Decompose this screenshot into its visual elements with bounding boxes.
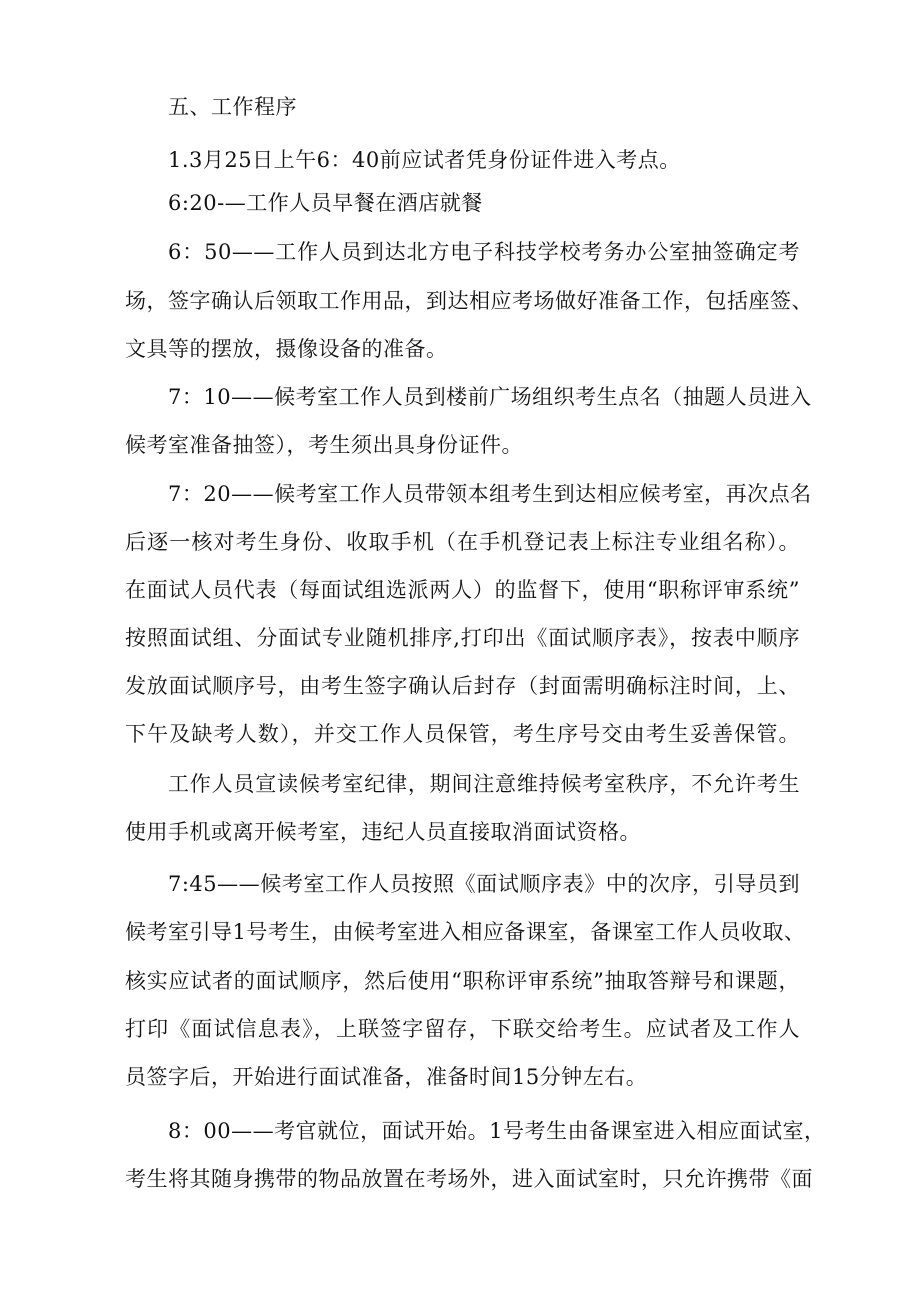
paragraph-line: 6:20-—工作人员早餐在酒店就餐	[168, 191, 483, 215]
paragraph-line: 7：10——候考室工作人员到楼前广场组织考生点名（抽题人员进入	[168, 385, 812, 409]
paragraph-line: 6：50——工作人员到达北方电子科技学校考务办公室抽签确定考	[168, 240, 800, 264]
paragraph-line: 候考室引导1号考生，由候考室进入相应备课室，备课室工作人员收取、	[125, 920, 806, 944]
paragraph-line: 1.3月25日上午6：40前应试者凭身份证件进入考点。	[168, 148, 681, 172]
paragraph-line: 工作人员宣读候考室纪律，期间注意维持候考室秩序，不允许考生	[168, 772, 800, 796]
paragraph-line: 在面试人员代表（每面试组选派两人）的监督下，使用“职称评审系统”	[125, 578, 800, 602]
paragraph-line: 核实应试者的面试顺序，然后使用“职称评审系统”抽取答辩号和课题，	[125, 969, 800, 993]
paragraph-line: 后逐一核对考生身份、收取手机（在手机登记表上标注专业组名称）。	[125, 530, 800, 554]
paragraph-line: 使用手机或离开候考室，违纪人员直接取消面试资格。	[125, 820, 641, 844]
paragraph-line: 打印《面试信息表》，上联签字留存，下联交给考生。应试者及工作人	[125, 1017, 800, 1041]
paragraph-line: 8：00——考官就位，面试开始。1号考生由备课室进入相应面试室，	[168, 1119, 826, 1143]
paragraph-line: 7:45——候考室工作人员按照《面试顺序表》中的次序，引导员到	[168, 872, 800, 896]
paragraph-line: 员签字后，开始进行面试准备，准备时间15分钟左右。	[125, 1065, 648, 1089]
paragraph-line: 发放面试顺序号，由考生签字确认后封存（封面需明确标注时间，上、	[125, 674, 800, 698]
paragraph-line: 考生将其随身携带的物品放置在考场外，进入面试室时，只允许携带《面	[125, 1167, 813, 1191]
paragraph-line: 候考室准备抽签），考生须出具身份证件。	[125, 433, 523, 457]
paragraph-line: 场，签字确认后领取工作用品，到达相应考场做好准备工作，包括座签、	[125, 289, 813, 313]
paragraph-line: 文具等的摆放，摄像设备的准备。	[125, 337, 448, 361]
paragraph-line: 按照面试组、分面试专业随机排序,打印出《面试顺序表》，按表中顺序	[125, 626, 800, 650]
paragraph-line: 下午及缺考人数），并交工作人员保管，考生序号交由考生妥善保管。	[125, 722, 800, 746]
paragraph-line: 7：20——候考室工作人员带领本组考生到达相应候考室，再次点名	[168, 482, 812, 506]
section-heading: 五、工作程序	[168, 95, 297, 119]
